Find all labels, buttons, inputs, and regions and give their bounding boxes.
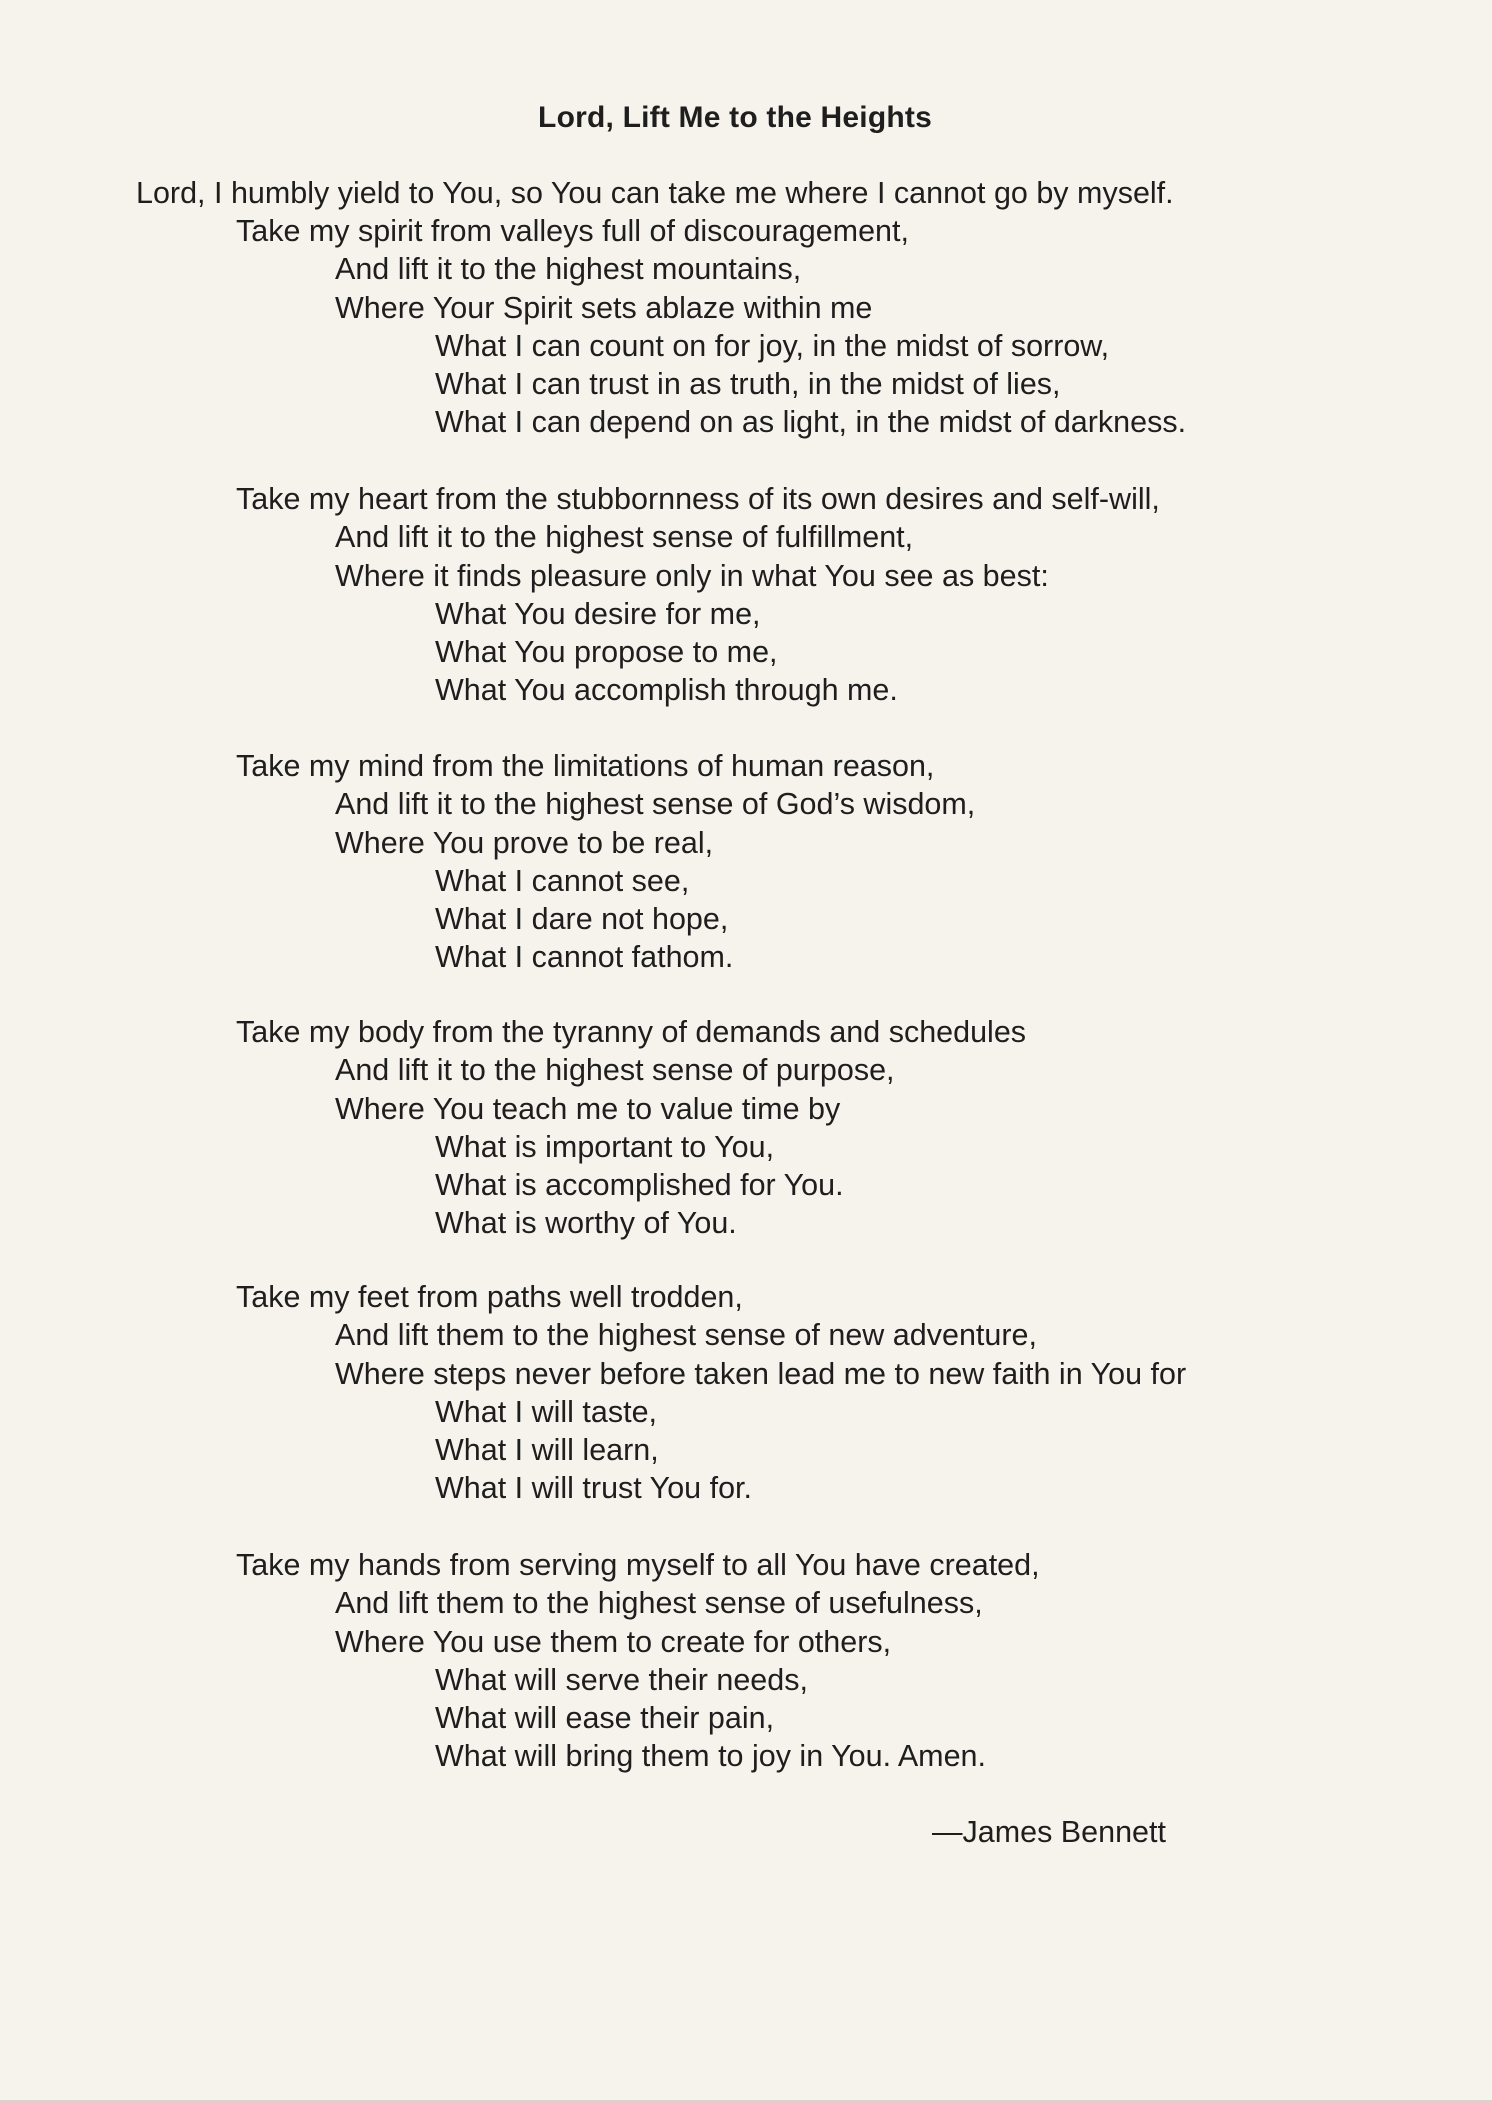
- poem-line: Where You prove to be real,: [335, 825, 714, 860]
- poem-line: What I dare not hope,: [435, 902, 729, 937]
- poem-line: And lift them to the highest sense of usefulness,: [335, 1586, 983, 1621]
- poem-line: What is worthy of You.: [435, 1206, 737, 1241]
- poem-line: What will bring them to joy in You. Amen.: [435, 1739, 986, 1774]
- poem-line: Take my hands from serving myself to all You have created,: [236, 1548, 1040, 1582]
- poem-line: What I cannot see,: [435, 863, 690, 898]
- poem-line: Take my spirit from valleys full of discouragement,: [236, 214, 909, 248]
- stanza-hands: [0, 1546, 1400, 1776]
- poem-line: What I can depend on as light, in the midst of darkness.: [435, 405, 1187, 440]
- poem-line: What I can trust in as truth, in the midst of lies,: [435, 367, 1061, 402]
- poem-line: What I will taste,: [435, 1394, 658, 1429]
- poem-line: What You desire for me,: [435, 596, 761, 631]
- poem-line: What is important to You,: [435, 1129, 775, 1164]
- poem-line: What is accomplished for You.: [435, 1168, 844, 1203]
- poem-line: What You accomplish through me.: [435, 673, 898, 708]
- poem-line: Where it finds pleasure only in what You see as best:: [335, 558, 1049, 593]
- poem-line: Take my body from the tyranny of demands and schedules: [236, 1015, 1027, 1049]
- author-signature: —James Bennett: [932, 1815, 1166, 1849]
- poem-line: Where You use them to create for others,: [335, 1624, 892, 1659]
- stanza-body: [0, 1013, 1400, 1243]
- stanza-feet: [0, 1278, 1400, 1508]
- poem-line: Take my heart from the stubbornness of its own desires and self-will,: [236, 482, 1160, 516]
- stanza-spirit: [0, 212, 1400, 442]
- poem-line: Where steps never before taken lead me to new faith in You for: [335, 1356, 1187, 1391]
- stanza-heart: [0, 480, 1400, 710]
- poem-line: Where You teach me to value time by: [335, 1091, 841, 1126]
- poem-line: And lift them to the highest sense of new adventure,: [335, 1318, 1037, 1353]
- poem-line: What I cannot fathom.: [435, 940, 734, 975]
- poem-line: Where Your Spirit sets ablaze within me: [335, 290, 873, 325]
- poem-line: And lift it to the highest mountains,: [335, 252, 802, 287]
- poem-line: What will ease their pain,: [435, 1701, 775, 1736]
- poem-intro-line: Lord, I humbly yield to You, so You can take me where I cannot go by myself.: [136, 176, 1174, 210]
- poem-line: Take my feet from paths well trodden,: [236, 1280, 743, 1314]
- poem-line: And lift it to the highest sense of fulfillment,: [335, 520, 914, 555]
- poem-line: And lift it to the highest sense of God’s wisdom,: [335, 787, 976, 822]
- poem-line: What I will learn,: [435, 1433, 659, 1468]
- poem-line: Take my mind from the limitations of human reason,: [236, 749, 935, 783]
- poem-title: Lord, Lift Me to the Heights: [538, 101, 932, 134]
- stanza-mind: [0, 747, 1400, 977]
- poem-line: What will serve their needs,: [435, 1662, 808, 1697]
- poem-line: What I will trust You for.: [435, 1471, 753, 1506]
- poem-line: What You propose to me,: [435, 635, 778, 670]
- poem-line: What I can count on for joy, in the midst of sorrow,: [435, 328, 1110, 363]
- poem-line: And lift it to the highest sense of purpose,: [335, 1053, 895, 1088]
